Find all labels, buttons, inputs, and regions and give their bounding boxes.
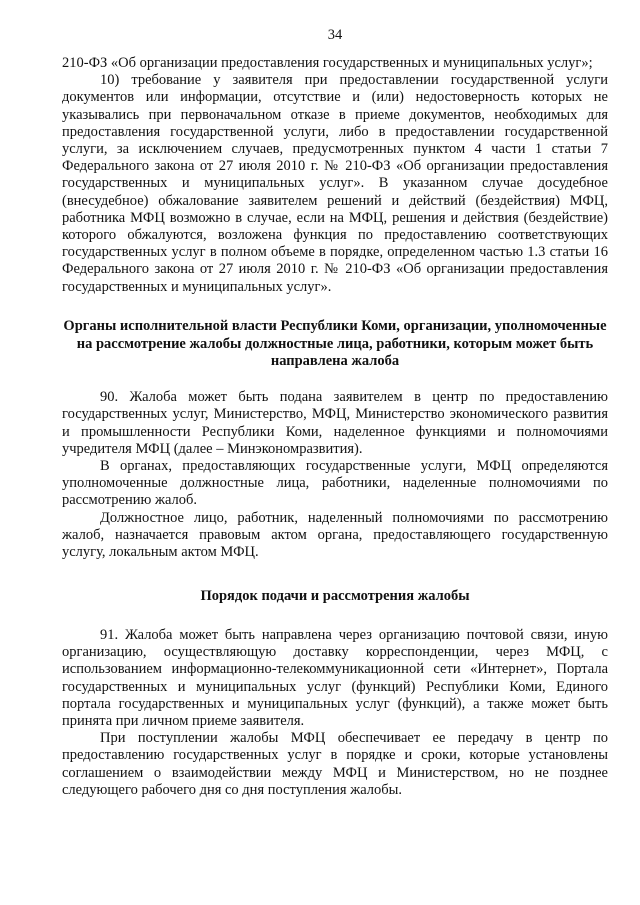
paragraph-mfc-transfer: При поступлении жалобы МФЦ обеспечивает ее передачу в центр по предоставлению государственных услуг в порядке и сроки, которые установлены соглашением о взаимодействии между МФЦ и Министерством, но не позднее следующего рабочего дня со дня поступления жалобы. <box>62 730 608 798</box>
section-heading-complaint-bodies: Органы исполнительной власти Республики Коми, организации, уполномоченные на рассмотрение жалобы должностные лица, работники, которым может быть направлена жалоба <box>63 317 607 370</box>
document-page <box>62 0 608 905</box>
document-body <box>62 55 608 799</box>
paragraph-official-appointment: Должностное лицо, работник, наделенный полномочиями по рассмотрению жалоб, назначается правовым актом органа, предоставляющего государственную услугу, локальным актом МФЦ. <box>62 509 608 561</box>
paragraph-item-10: 10) требование у заявителя при предоставлении государственной услуги документов или информации, отсутствие и (или) недостоверность которых не указывались при первоначальном отказе в приеме документов, необходимых для предоставления государственной услуги, либо в предоставлении государственной услуги, за исключением случаев, предусмотренных пунктом 4 части 1 статьи 7 Федерального закона от 27 июля 2010 г. № 210-ФЗ «Об организации предоставления государственных и муниципальных услуг». В указанном случае досудебное (внесудебное) обжалование заявителем решений и действий (бездействия) МФЦ, работника МФЦ возможно в случае, если на МФЦ, решения и действия (бездействие) которого обжалуются, возложена функция по предоставлению соответствующих государственных услуг в полном объеме в порядке, определенном частью 1.3 статьи 16 Федерального закона от 27 июля 2010 г. № 210-ФЗ «Об организации предоставления государственных и муниципальных услуг». <box>62 72 608 295</box>
paragraph-91: 91. Жалоба может быть направлена через организацию почтовой связи, иную организацию, осуществляющую доставку корреспонденции, через МФЦ, с использованием информационно-телекоммуникационной сети «Интернет», Портала государственных и муниципальных услуг (функций) Республики Коми, Единого портала государственных и муниципальных услуг (функций), а также может быть принята при личном приеме заявителя. <box>62 627 608 730</box>
section-heading-complaint-procedure: Порядок подачи и рассмотрения жалобы <box>200 588 470 605</box>
paragraph-90: 90. Жалоба может быть подана заявителем в центр по предоставлению государственных услуг, Министерство, МФЦ, Министерство экономического развития и промышленности Республики Коми, наделенное функциями и полномочиями учредителя МФЦ (далее – Минэкономразвития). <box>62 389 608 457</box>
paragraph-authorized-officials: В органах, предоставляющих государственные услуги, МФЦ определяются уполномоченные должностные лица, работники, наделенные полномочиями по рассмотрению жалоб. <box>62 458 608 509</box>
paragraph-continuation: 210-ФЗ «Об организации предоставления государственных и муниципальных услуг»; <box>62 55 593 71</box>
page-number: 34 <box>327 27 343 43</box>
